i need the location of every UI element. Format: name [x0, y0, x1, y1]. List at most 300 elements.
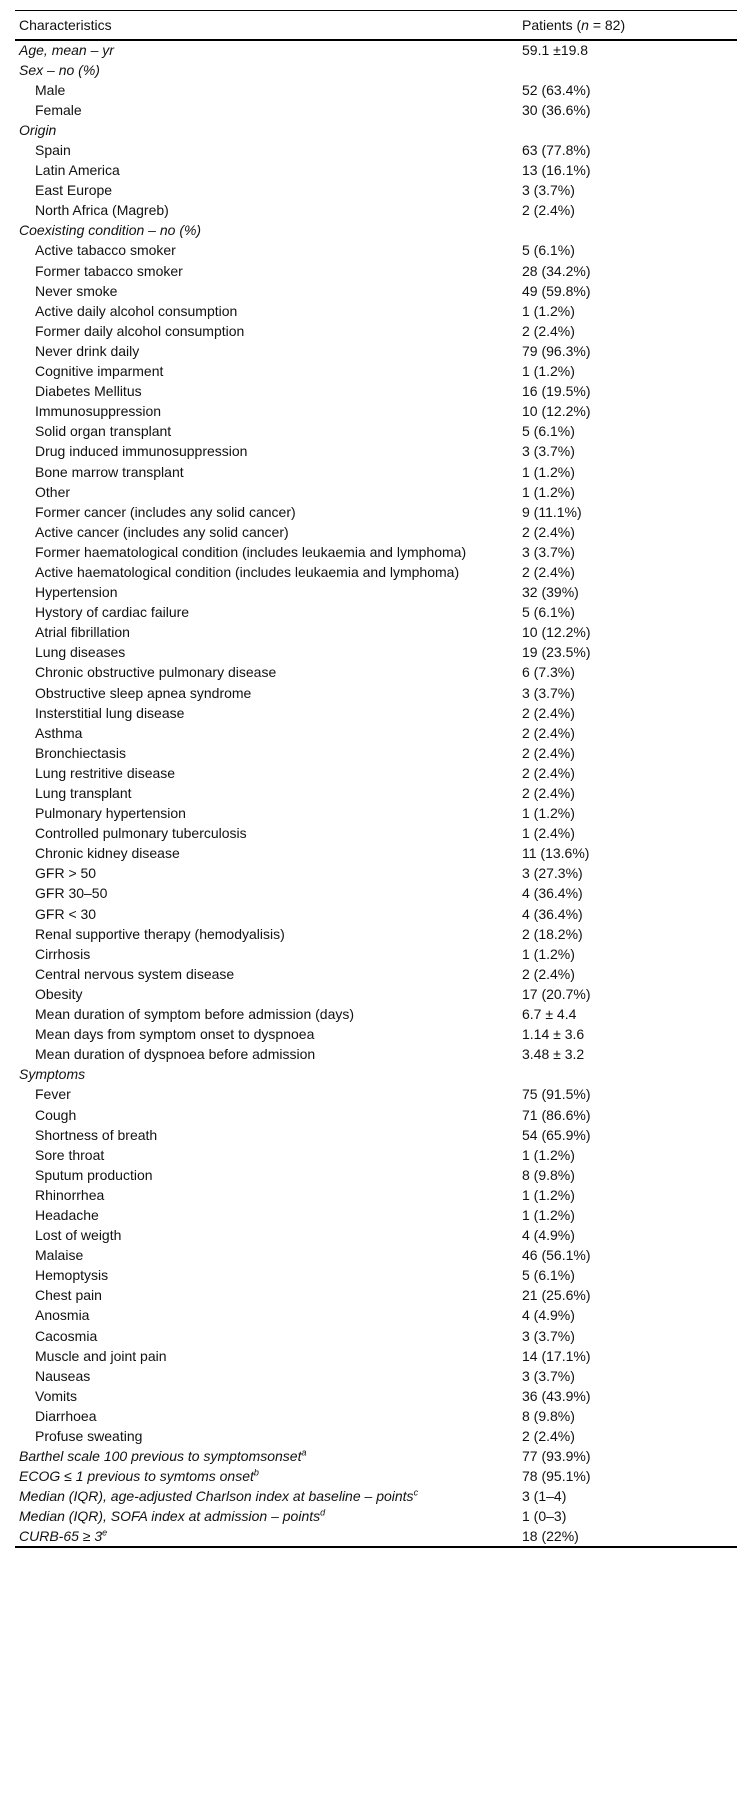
row-label [15, 301, 518, 321]
row-value: 54 (65.9%) [522, 1126, 591, 1143]
table-row [15, 1245, 737, 1265]
row-value: 1 (2.4%) [522, 825, 575, 842]
table-row [15, 361, 737, 381]
table-row [15, 763, 737, 783]
row-value: 10 (12.2%) [522, 624, 591, 641]
row-value: 1 (1.2%) [522, 363, 575, 380]
table-row [15, 823, 737, 843]
row-label [15, 1366, 518, 1386]
row-label [15, 522, 518, 542]
table-row [15, 1185, 737, 1205]
row-label-text: Former daily alcohol consumption [35, 322, 245, 339]
row-value: 1 (1.2%) [522, 463, 575, 480]
row-value: 52 (63.4%) [522, 81, 591, 98]
row-label [15, 904, 518, 924]
row-label-text: Vomits [35, 1387, 78, 1404]
table-row [15, 984, 737, 1004]
row-value: 49 (59.8%) [522, 282, 591, 299]
row-label [15, 763, 518, 783]
row-value: 8 (9.8%) [522, 1166, 575, 1183]
row-label-text: Barthel scale 100 previous to symptomsonset [19, 1448, 302, 1465]
row-label [15, 321, 518, 341]
table-row [15, 703, 737, 723]
row-label-text: Profuse sweating [35, 1428, 143, 1445]
row-value: 5 (6.1%) [522, 604, 575, 621]
table-row [15, 1084, 737, 1104]
row-label [15, 421, 518, 441]
row-value: 5 (6.1%) [522, 242, 575, 259]
row-label-text: Former haematological condition (includes leukaemia and lymphoma) [35, 543, 467, 560]
row-value: 3 (3.7%) [522, 182, 575, 199]
row-label [15, 381, 518, 401]
row-label-text: Former cancer (includes any solid cancer) [35, 503, 296, 520]
row-label-text: Rhinorrhea [35, 1186, 105, 1203]
footnote-marker: e [102, 1527, 108, 1538]
table-row [15, 642, 737, 662]
table-row [15, 160, 737, 180]
row-label-text: Symptoms [19, 1066, 86, 1083]
table-row [15, 1024, 737, 1044]
row-label [15, 1205, 518, 1225]
row-label [15, 1326, 518, 1346]
row-label-text: Headache [35, 1206, 99, 1223]
row-value: 2 (2.4%) [522, 724, 575, 741]
row-value: 3 (3.7%) [522, 1327, 575, 1344]
row-label [15, 1104, 518, 1124]
row-value [518, 220, 737, 240]
row-label-text: Female [35, 101, 82, 118]
row-value: 17 (20.7%) [522, 985, 591, 1002]
row-label [15, 361, 518, 381]
table-row [15, 401, 737, 421]
table-row [15, 1326, 737, 1346]
row-label-text: Insterstitial lung disease [35, 704, 185, 721]
section-label [15, 1064, 518, 1084]
row-label [15, 1125, 518, 1145]
row-value: 5 (6.1%) [522, 1267, 575, 1284]
row-value: 10 (12.2%) [522, 403, 591, 420]
table-row [15, 1265, 737, 1285]
row-label [15, 341, 518, 361]
row-label-text: Former tabacco smoker [35, 262, 183, 279]
table-row [15, 1526, 737, 1546]
row-value: 3 (3.7%) [522, 684, 575, 701]
row-label [15, 924, 518, 944]
row-label-text: Chest pain [35, 1287, 102, 1304]
row-value: 4 (4.9%) [522, 1307, 575, 1324]
table-row [15, 602, 737, 622]
row-value: 6.7 ± 4.4 [522, 1006, 577, 1023]
section-label [15, 60, 518, 80]
section-label [15, 40, 518, 60]
row-label-text: Other [35, 483, 71, 500]
table-row [15, 562, 737, 582]
row-label [15, 240, 518, 260]
row-label [15, 883, 518, 903]
row-value: 1 (1.2%) [522, 945, 575, 962]
row-label-text: Mean duration of symptom before admission (days) [35, 1006, 355, 1023]
table-row [15, 1426, 737, 1446]
row-label [15, 502, 518, 522]
row-label-text: Spain [35, 142, 71, 159]
row-value: 3 (3.7%) [522, 1367, 575, 1384]
table-row [15, 1466, 737, 1486]
table-row [15, 522, 737, 542]
table-row [15, 1064, 737, 1084]
table-row [15, 783, 737, 803]
row-label-text: Muscle and joint pain [35, 1347, 167, 1364]
table-row [15, 683, 737, 703]
row-label [15, 281, 518, 301]
row-value: 36 (43.9%) [522, 1387, 591, 1404]
row-label [15, 542, 518, 562]
row-label [15, 1225, 518, 1245]
table-row [15, 1346, 737, 1366]
row-label [15, 1406, 518, 1426]
row-label [15, 140, 518, 160]
row-label-text: Obesity [35, 985, 83, 1002]
row-label [15, 723, 518, 743]
row-label [15, 1165, 518, 1185]
row-label [15, 803, 518, 823]
row-value: 5 (6.1%) [522, 423, 575, 440]
table-row [15, 200, 737, 220]
row-label [15, 602, 518, 622]
row-label [15, 783, 518, 803]
row-value: 3 (3.7%) [522, 443, 575, 460]
table-row [15, 1386, 737, 1406]
row-value: 4 (36.4%) [522, 905, 583, 922]
row-label-text: Renal supportive therapy (hemodyalisis) [35, 925, 285, 942]
row-label-text: Nauseas [35, 1367, 91, 1384]
header-patients: Patients (n = 82) [518, 11, 737, 40]
row-value: 1 (1.2%) [522, 1186, 575, 1203]
row-label [15, 1024, 518, 1044]
row-label [15, 441, 518, 461]
table-row [15, 80, 737, 100]
header-characteristics: Characteristics [15, 11, 518, 40]
row-value: 18 (22%) [518, 1526, 737, 1546]
section-label [15, 1526, 518, 1546]
row-label-text: East Europe [35, 182, 113, 199]
row-label-text: Lost of weigth [35, 1227, 122, 1244]
row-label-text: Anosmia [35, 1307, 90, 1324]
row-label-text: Sore throat [35, 1146, 105, 1163]
row-value: 77 (93.9%) [522, 1448, 591, 1465]
row-value: 78 (95.1%) [522, 1468, 591, 1485]
row-label-text: Mean days from symptom onset to dyspnoea [35, 1026, 315, 1043]
table-row [15, 843, 737, 863]
table-row [15, 261, 737, 281]
row-label-text: Male [35, 81, 66, 98]
row-label-text: Hemoptysis [35, 1267, 109, 1284]
row-value: 21 (25.6%) [522, 1287, 591, 1304]
table-row [15, 321, 737, 341]
row-value: 32 (39%) [522, 584, 579, 601]
row-value: 75 (91.5%) [522, 1086, 591, 1103]
row-label-text: Sputum production [35, 1166, 153, 1183]
table-row [15, 622, 737, 642]
row-label-text: Malaise [35, 1247, 84, 1264]
row-value: 2 (2.4%) [522, 785, 575, 802]
table-row [15, 944, 737, 964]
row-label-text: Never smoke [35, 282, 118, 299]
row-label-text: Active daily alcohol consumption [35, 302, 238, 319]
section-label [15, 1446, 518, 1466]
row-label-text: Cacosmia [35, 1327, 98, 1344]
row-label [15, 1145, 518, 1165]
row-label-text: Fever [35, 1086, 71, 1103]
section-label [15, 220, 518, 240]
row-label [15, 944, 518, 964]
table-row [15, 743, 737, 763]
row-value: 71 (86.6%) [522, 1106, 591, 1123]
section-label [15, 1486, 518, 1506]
row-label [15, 1285, 518, 1305]
table-header-row [15, 11, 737, 40]
table-row [15, 301, 737, 321]
table-row [15, 803, 737, 823]
row-label-text: Lung restritive disease [35, 764, 176, 781]
row-label-text: Central nervous system disease [35, 965, 235, 982]
row-label [15, 562, 518, 582]
row-value: 63 (77.8%) [522, 142, 591, 159]
footnote-marker: b [253, 1467, 259, 1478]
table-row [15, 1305, 737, 1325]
row-label-text: Mean duration of dyspnoea before admission [35, 1046, 316, 1063]
row-value: 2 (2.4%) [522, 764, 575, 781]
row-value [518, 60, 737, 80]
row-label-text: Median (IQR), age-adjusted Charlson index at baseline – points [19, 1488, 414, 1505]
row-label-text: CURB-65 ≥ 3 [19, 1527, 103, 1544]
row-label-text: Coexisting condition – no (%) [19, 222, 202, 239]
row-value: 9 (11.1%) [522, 503, 582, 520]
row-label-text: Latin America [35, 162, 120, 179]
row-label [15, 642, 518, 662]
row-label-text: ECOG ≤ 1 previous to symtoms onset [19, 1468, 254, 1485]
table-row [15, 1446, 737, 1466]
table-row [15, 381, 737, 401]
row-label [15, 743, 518, 763]
row-label [15, 261, 518, 281]
row-label [15, 863, 518, 883]
row-value: 2 (2.4%) [522, 563, 575, 580]
row-value: 1 (1.2%) [522, 805, 575, 822]
row-value: 14 (17.1%) [522, 1347, 591, 1364]
table-row [15, 924, 737, 944]
table-row [15, 1506, 737, 1526]
row-label [15, 1305, 518, 1325]
row-label-text: Diabetes Mellitus [35, 383, 142, 400]
row-label [15, 80, 518, 100]
row-value: 2 (2.4%) [522, 202, 575, 219]
table-row [15, 482, 737, 502]
table-row [15, 180, 737, 200]
row-label [15, 823, 518, 843]
table-row [15, 1165, 737, 1185]
table-row [15, 1125, 737, 1145]
row-value: 46 (56.1%) [522, 1247, 591, 1264]
row-value [518, 120, 737, 140]
table-row [15, 1366, 737, 1386]
row-value: 11 (13.6%) [522, 845, 590, 862]
row-label-text: North Africa (Magreb) [35, 202, 169, 219]
table-row [15, 1044, 737, 1064]
table-body [15, 40, 737, 1547]
row-label-text: Hystory of cardiac failure [35, 604, 190, 621]
table-row [15, 863, 737, 883]
row-value [518, 1064, 737, 1084]
section-label [15, 120, 518, 140]
table-row [15, 341, 737, 361]
table-row [15, 240, 737, 260]
row-label-text: Immunosuppression [35, 403, 162, 420]
row-label [15, 582, 518, 602]
row-label-text: Atrial fibrillation [35, 624, 130, 641]
table-row [15, 582, 737, 602]
table-row [15, 1004, 737, 1024]
row-value: 6 (7.3%) [522, 664, 575, 681]
row-value: 1 (1.2%) [522, 1146, 575, 1163]
row-label [15, 1386, 518, 1406]
row-label-text: Cough [35, 1106, 77, 1123]
row-value: 3 (3.7%) [522, 543, 575, 560]
row-label [15, 1265, 518, 1285]
table-row [15, 140, 737, 160]
table-row [15, 120, 737, 140]
row-value: 2 (2.4%) [522, 965, 575, 982]
section-label [15, 1506, 518, 1526]
row-label-text: Active haematological condition (includes leukaemia and lymphoma) [35, 563, 460, 580]
table-row [15, 1145, 737, 1165]
table-row [15, 441, 737, 461]
table-row [15, 883, 737, 903]
row-label [15, 1185, 518, 1205]
row-value: 4 (36.4%) [522, 885, 583, 902]
row-value: 79 (96.3%) [522, 342, 591, 359]
row-value: 16 (19.5%) [522, 383, 591, 400]
row-label [15, 843, 518, 863]
row-label-text: Chronic obstructive pulmonary disease [35, 664, 277, 681]
row-value: 2 (2.4%) [522, 322, 575, 339]
row-value: 2 (2.4%) [522, 523, 575, 540]
row-label-text: Active cancer (includes any solid cancer) [35, 523, 289, 540]
table-row [15, 461, 737, 481]
row-value: 13 (16.1%) [522, 162, 591, 179]
row-label-text: GFR > 50 [35, 865, 97, 882]
row-label [15, 200, 518, 220]
row-label-text: Cirrhosis [35, 945, 91, 962]
table-row [15, 662, 737, 682]
table-row [15, 1486, 737, 1506]
row-value: 30 (36.6%) [522, 101, 591, 118]
row-label [15, 964, 518, 984]
row-label [15, 1426, 518, 1446]
row-label [15, 1084, 518, 1104]
row-label [15, 1346, 518, 1366]
row-value: 3 (27.3%) [522, 865, 583, 882]
row-label-text: Shortness of breath [35, 1126, 158, 1143]
row-label-text: Obstructive sleep apnea syndrome [35, 684, 252, 701]
table-row [15, 281, 737, 301]
row-value: 19 (23.5%) [522, 644, 591, 661]
patient-characteristics-table [15, 10, 737, 1548]
row-label-text: GFR 30–50 [35, 885, 108, 902]
row-value: 59.1 ±19.8 [522, 42, 589, 59]
row-label-text: Bone marrow transplant [35, 463, 184, 480]
table-row [15, 964, 737, 984]
row-label-text: Lung diseases [35, 644, 126, 661]
row-label-text: Pulmonary hypertension [35, 805, 186, 822]
table-row [15, 100, 737, 120]
row-label-text: Age, mean – yr [19, 42, 114, 59]
row-label [15, 622, 518, 642]
row-value: 8 (9.8%) [522, 1407, 575, 1424]
row-label [15, 461, 518, 481]
row-value: 28 (34.2%) [522, 262, 591, 279]
row-label [15, 703, 518, 723]
row-label [15, 984, 518, 1004]
row-label-text: Sex – no (%) [19, 61, 100, 78]
row-value: 3.48 ± 3.2 [522, 1046, 585, 1063]
footnote-marker: c [413, 1487, 419, 1498]
row-label-text: Asthma [35, 724, 83, 741]
row-label-text: Median (IQR), SOFA index at admission – points [19, 1508, 321, 1525]
row-value: 3 (1–4) [522, 1488, 567, 1505]
table-row [15, 1225, 737, 1245]
table-row [15, 1406, 737, 1426]
row-value: 1 (1.2%) [522, 1206, 575, 1223]
row-label [15, 1245, 518, 1265]
table-row [15, 60, 737, 80]
row-label [15, 160, 518, 180]
row-label-text: Never drink daily [35, 342, 140, 359]
table-row [15, 1285, 737, 1305]
row-label-text: Drug induced immunosuppression [35, 443, 248, 460]
row-label-text: Cognitive imparment [35, 363, 164, 380]
row-label [15, 100, 518, 120]
table-row [15, 421, 737, 441]
table-row [15, 542, 737, 562]
row-label-text: Origin [19, 121, 57, 138]
table-row [15, 502, 737, 522]
row-label-text: Lung transplant [35, 785, 132, 802]
row-label-text: Chronic kidney disease [35, 845, 180, 862]
table-row [15, 723, 737, 743]
row-label-text: Hypertension [35, 584, 118, 601]
row-label [15, 401, 518, 421]
row-label [15, 1004, 518, 1024]
row-value: 1 (0–3) [522, 1508, 567, 1525]
footnote-marker: d [320, 1507, 326, 1518]
row-label [15, 683, 518, 703]
row-value: 2 (2.4%) [522, 1428, 575, 1445]
table-row [15, 904, 737, 924]
row-value: 4 (4.9%) [522, 1227, 575, 1244]
table-row [15, 1104, 737, 1124]
table-row [15, 1205, 737, 1225]
row-value: 2 (2.4%) [522, 704, 575, 721]
row-label-text: Active tabacco smoker [35, 242, 176, 259]
row-value: 2 (2.4%) [522, 744, 575, 761]
section-label [15, 1466, 518, 1486]
row-value: 2 (18.2%) [522, 925, 583, 942]
row-value: 1 (1.2%) [522, 302, 575, 319]
row-value: 1.14 ± 3.6 [522, 1026, 585, 1043]
row-label-text: GFR < 30 [35, 905, 97, 922]
row-label [15, 482, 518, 502]
row-label-text: Diarrhoea [35, 1407, 97, 1424]
